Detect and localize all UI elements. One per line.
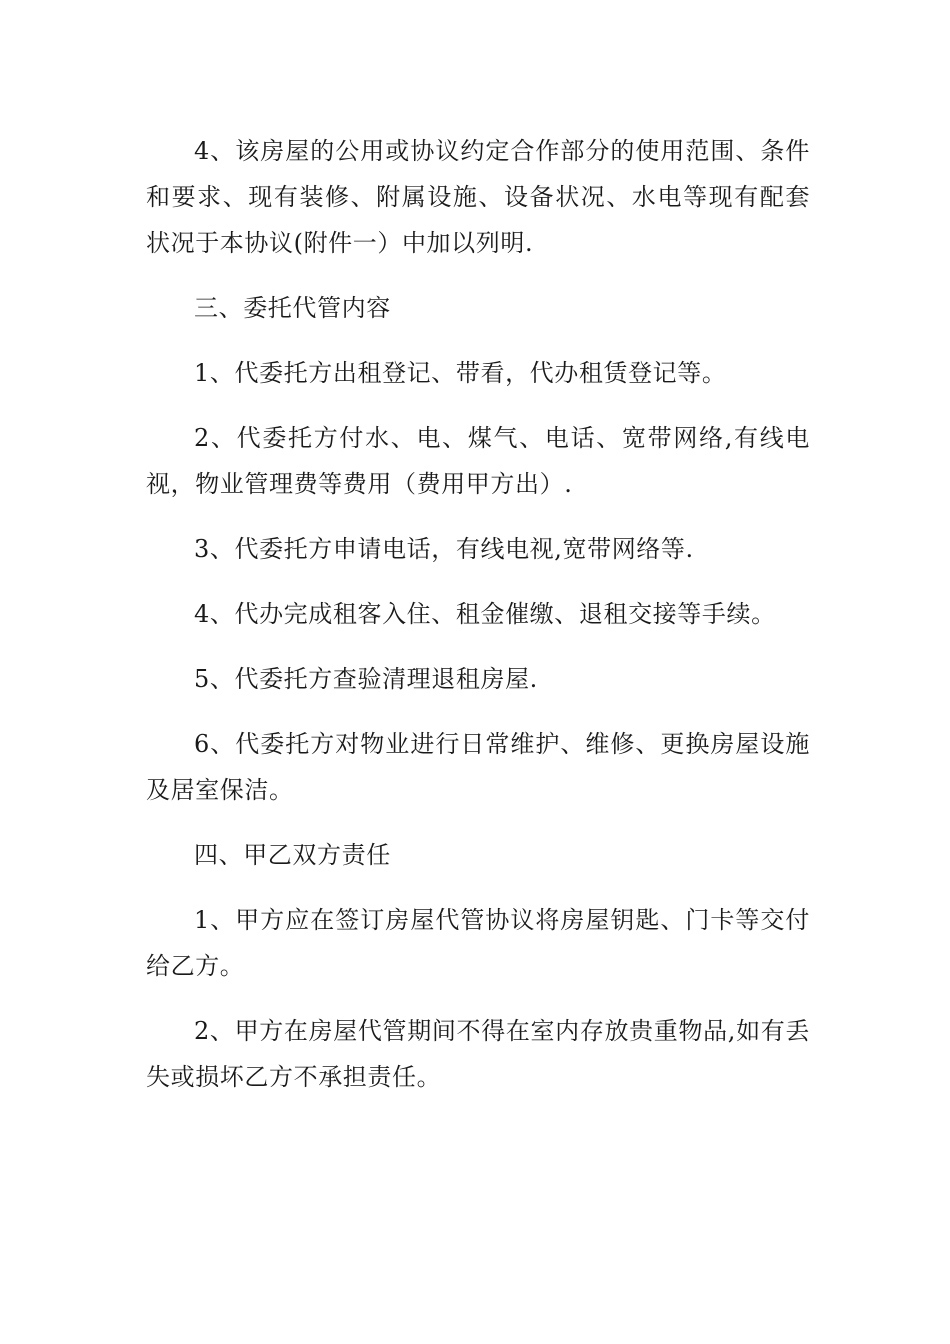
document-body (146, 128, 810, 1100)
clause-5-inspection: 5、代委托方查验清理退租房屋. (194, 665, 538, 693)
clause-4-tenant-procedures: 4、代办完成租客入住、租金催缴、退租交接等手续。 (194, 600, 776, 628)
clause-1-key-handover: 1、甲方应在签订房屋代管协议将房屋钥匙、门卡等交付给乙方。 (146, 906, 810, 980)
clause-2-valuables: 2、甲方在房屋代管期间不得在室内存放贵重物品,如有丢失或损坏乙方不承担责任。 (146, 1017, 810, 1091)
section-heading-responsibilities: 四、甲乙双方责任 (194, 841, 391, 869)
clause-3-service-applications: 3、代委托方申请电话，有线电视,宽带网络等. (194, 535, 694, 563)
clause-4-facilities: 4、该房屋的公用或协议约定合作部分的使用范围、条件和要求、现有装修、附属设施、设备状况、水电等现有配套状况于本协议(附件一）中加以列明. (146, 137, 810, 257)
clause-2-utility-payments: 2、代委托方付水、电、煤气、电话、宽带网络,有线电视，物业管理费等费用（费用甲方出）. (146, 424, 810, 498)
section-heading-entrusted-management: 三、委托代管内容 (194, 294, 391, 322)
clause-6-maintenance: 6、代委托方对物业进行日常维护、维修、更换房屋设施及居室保洁。 (146, 730, 810, 804)
clause-1-rental-registration: 1、代委托方出租登记、带看，代办租赁登记等。 (194, 359, 727, 387)
